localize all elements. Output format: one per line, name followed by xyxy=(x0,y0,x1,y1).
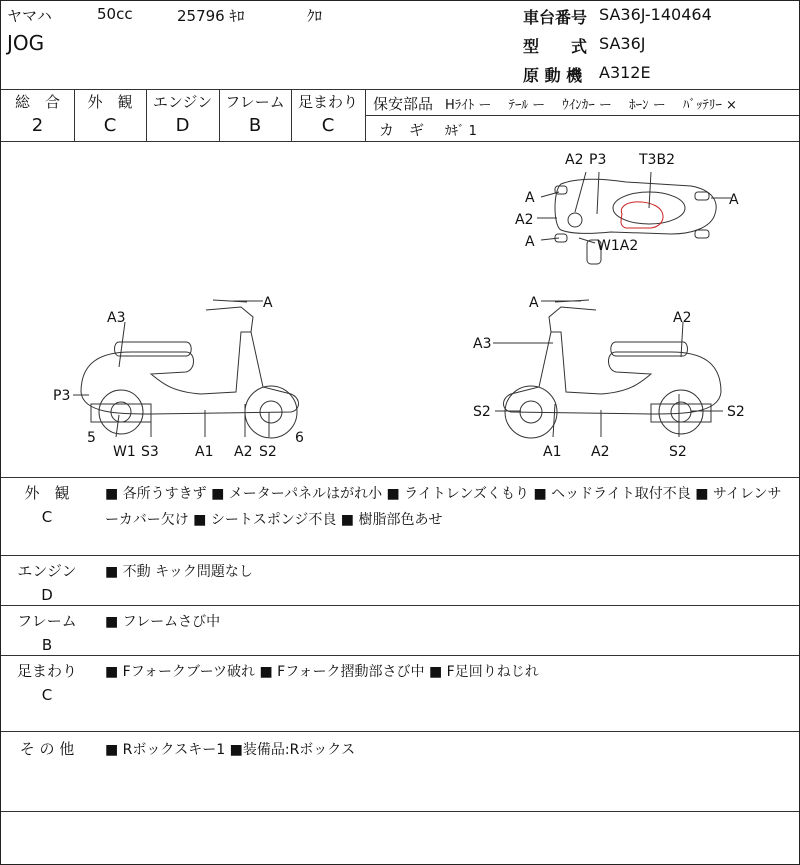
grade-engine: D xyxy=(175,115,190,136)
diagram-label: A xyxy=(729,192,739,208)
diagram-label: A3 xyxy=(107,310,126,326)
grade-header-engine: エンジン xyxy=(152,93,213,111)
divider xyxy=(1,89,799,90)
diagram-label: A xyxy=(525,190,535,206)
grade-appearance: C xyxy=(103,115,117,136)
section-appearance xyxy=(1,481,799,555)
damage-diagram xyxy=(1,142,799,477)
section-label: そ の 他 xyxy=(19,740,75,758)
leader-lines xyxy=(73,172,731,437)
grade-overall: 2 xyxy=(31,115,44,136)
diagram-label: S3 xyxy=(141,444,159,460)
diagram-label: S2 xyxy=(727,404,745,420)
diagram-label: A2 xyxy=(234,444,253,460)
chassis-value: SA36J-140464 xyxy=(599,5,712,24)
grade-frame: B xyxy=(248,115,262,136)
grade-header-frame: フレーム xyxy=(225,93,285,111)
diagram-label: A xyxy=(525,234,535,250)
key-label: カ ギ xyxy=(379,121,425,139)
diagram-label: 5 xyxy=(87,430,96,446)
model-name: JOG xyxy=(7,31,45,55)
diagram-label: P3 xyxy=(53,388,71,404)
diagram-label: W1 xyxy=(113,444,136,460)
diagram-label: A2 xyxy=(673,310,692,326)
section-frame xyxy=(1,609,799,655)
section-label: フレーム xyxy=(17,612,77,630)
engine-type-label: 原 動 機 xyxy=(523,66,583,85)
displacement: 50cc xyxy=(97,5,133,23)
section-grade: B xyxy=(41,636,53,654)
diagram-label: 6 xyxy=(295,430,304,446)
diagram-label: A2 xyxy=(515,212,534,228)
section-text: ■ 不動 キック問題なし xyxy=(105,564,253,580)
diagram-label: S2 xyxy=(669,444,687,460)
section-other xyxy=(1,737,799,807)
grade-header-appearance: 外 観 xyxy=(87,93,133,111)
section-label: 外 観 xyxy=(24,484,70,502)
safety-label: 保安部品 xyxy=(373,95,434,113)
section-text: ■ Fフォークブーツ破れ ■ Fフォーク摺動部さび中 ■ F足回りねじれ xyxy=(105,664,539,680)
diagram-label: W1A2 xyxy=(597,238,639,254)
section-label: エンジン xyxy=(17,562,77,580)
diagram-label: A1 xyxy=(543,444,562,460)
maker: ヤマハ xyxy=(7,7,52,25)
safety-items: Hﾗｲﾄ ー ﾃｰﾙ ー ｳｲﾝｶｰ ー ﾎｰﾝ ー ﾊﾞｯﾃﾘｰ × xyxy=(445,98,737,113)
section-label: 足まわり xyxy=(16,662,77,680)
section-text: ■ フレームさび中 xyxy=(105,614,221,630)
grade-suspension: C xyxy=(321,115,335,136)
grade-header-suspension: 足まわり xyxy=(297,93,358,111)
type-value: SA36J xyxy=(599,34,646,53)
engine-type-value: A312E xyxy=(599,63,651,82)
section-text: ■ 各所うすきず ■ メーターパネルはがれ小 ■ ライトレンズくもり ■ ヘッドライト取付不良 ■ サイレンサーカバー欠け ■ シートスポンジ不良 ■ 樹脂部色あせ xyxy=(105,486,782,528)
chassis-label: 車台番号 xyxy=(523,8,588,27)
section-grade: C xyxy=(41,508,53,526)
section-engine xyxy=(1,559,799,605)
diagram-label: A3 xyxy=(473,336,492,352)
diagram-label: T3B2 xyxy=(639,152,675,168)
mileage: 25796 ｷﾛ xyxy=(177,7,245,25)
diagram-label: S2 xyxy=(473,404,491,420)
diagram-label: A xyxy=(263,295,273,311)
body-color: ｸﾛ xyxy=(307,7,323,25)
diagram-label: S2 xyxy=(259,444,277,460)
section-grade: D xyxy=(41,586,53,604)
diagram-label: A xyxy=(529,295,539,311)
type-label: 型 式 xyxy=(523,37,588,56)
section-text: ■ Rボックスキー1 ■装備品:Rボックス xyxy=(105,742,356,758)
section-suspension xyxy=(1,659,799,729)
diagram-label: A1 xyxy=(195,444,214,460)
diagram-label: A2 xyxy=(565,152,584,168)
diagram-label: P3 xyxy=(589,152,607,168)
grade-header-overall: 総 合 xyxy=(14,93,60,111)
diagram-label: A2 xyxy=(591,444,610,460)
key-value: ｶｷﾞ 1 xyxy=(445,124,477,139)
section-grade: C xyxy=(41,686,53,704)
